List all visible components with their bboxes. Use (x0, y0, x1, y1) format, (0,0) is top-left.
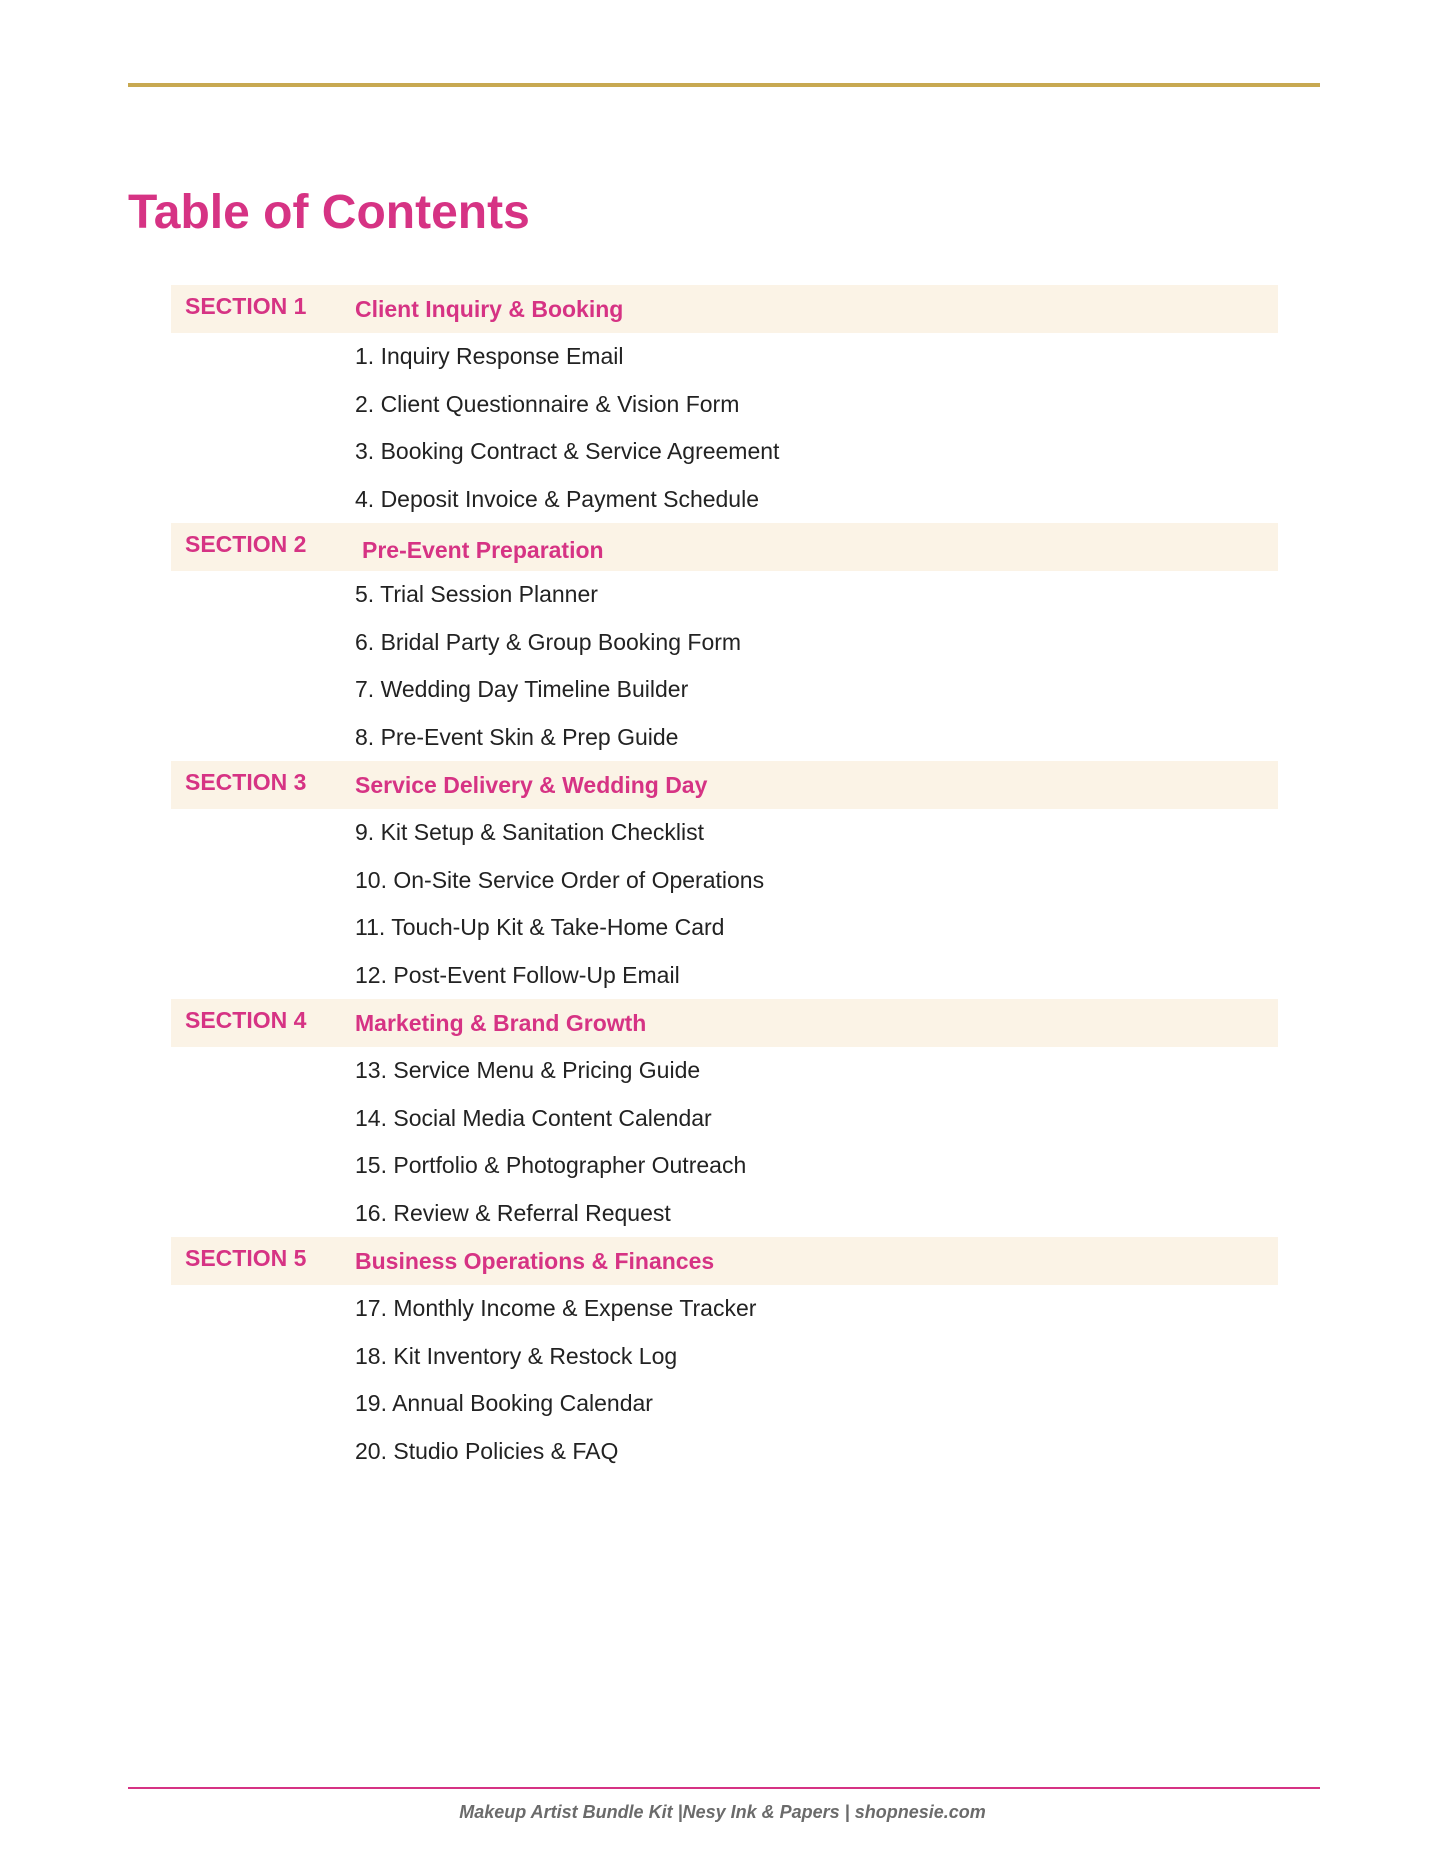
section-items-3 (171, 809, 1278, 999)
table-of-contents (171, 285, 1278, 1475)
footer-pink-rule (128, 1787, 1320, 1789)
section-label: SECTION 5 (185, 1245, 307, 1271)
toc-item: 6. Bridal Party & Group Booking Form (355, 628, 742, 655)
header-gold-rule (128, 83, 1320, 87)
section-title: Marketing & Brand Growth (355, 1010, 647, 1036)
toc-item: 9. Kit Setup & Sanitation Checklist (355, 819, 705, 845)
toc-item: 8. Pre-Event Skin & Prep Guide (355, 723, 679, 750)
toc-item: 14. Social Media Content Calendar (355, 1104, 712, 1131)
section-items-4 (171, 1047, 1278, 1237)
section-header-3 (171, 761, 1278, 809)
section-label: SECTION 4 (185, 1007, 307, 1033)
section-header-1 (171, 285, 1278, 333)
toc-item: 11. Touch-Up Kit & Take-Home Card (355, 914, 725, 940)
section-items-1 (171, 333, 1278, 523)
section-header-5 (171, 1237, 1278, 1285)
section-header-4 (171, 999, 1278, 1047)
footer-credit: Makeup Artist Bundle Kit |Nesy Ink & Papers | shopnesie.com (459, 1802, 986, 1822)
toc-item: 2. Client Questionnaire & Vision Form (355, 390, 740, 417)
section-title: Business Operations & Finances (355, 1248, 715, 1274)
toc-item: 1. Inquiry Response Email (355, 343, 624, 369)
section-items-2 (171, 571, 1278, 761)
toc-item: 13. Service Menu & Pricing Guide (355, 1057, 701, 1083)
toc-item: 5. Trial Session Planner (355, 581, 598, 607)
toc-item: 18. Kit Inventory & Restock Log (355, 1342, 678, 1369)
toc-item: 19. Annual Booking Calendar (355, 1390, 653, 1416)
toc-item: 16. Review & Referral Request (355, 1199, 671, 1226)
toc-item: 12. Post-Event Follow-Up Email (355, 961, 680, 988)
section-items-5 (171, 1285, 1278, 1475)
section-label: SECTION 2 (185, 531, 307, 557)
section-label: SECTION 3 (185, 769, 307, 795)
toc-item: 7. Wedding Day Timeline Builder (355, 676, 689, 702)
toc-item: 20. Studio Policies & FAQ (355, 1437, 619, 1464)
toc-item: 15. Portfolio & Photographer Outreach (355, 1152, 747, 1178)
section-title: Service Delivery & Wedding Day (355, 772, 708, 798)
section-header-2 (171, 523, 1278, 571)
toc-item: 3. Booking Contract & Service Agreement (355, 438, 780, 464)
section-title: Pre-Event Preparation (362, 537, 604, 563)
toc-item: 10. On-Site Service Order of Operations (355, 866, 765, 893)
section-title: Client Inquiry & Booking (355, 296, 624, 322)
section-label: SECTION 1 (185, 293, 307, 319)
page-title: Table of Contents (128, 186, 530, 239)
toc-item: 4. Deposit Invoice & Payment Schedule (355, 485, 760, 512)
toc-item: 17. Monthly Income & Expense Tracker (355, 1295, 757, 1321)
